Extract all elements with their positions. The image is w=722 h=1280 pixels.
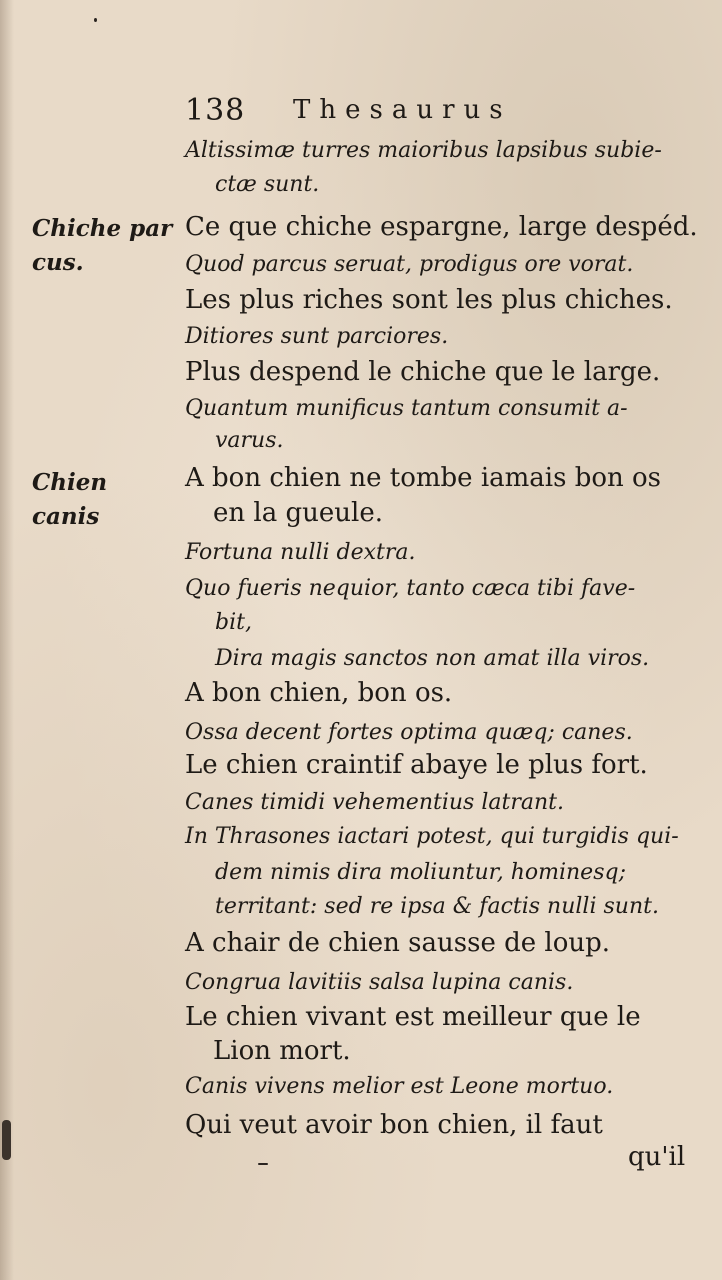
text-line: Altissimæ turres maioribus lapsibus subie- [185,138,662,163]
text-line: Le chien craintif abaye le plus fort. [185,750,648,780]
text-line: In Thrasones iactari potest, qui turgidis qui- [185,824,679,849]
text-line: Le chien vivant est meilleur que le [185,1002,641,1032]
ink-speck [258,1163,268,1165]
text-line: Canes timidi vehementius latrant. [185,790,564,815]
page-number: 138 [185,93,246,128]
margin-note-chiche: Chiche par [32,215,173,242]
text-line: Quod parcus seruat, prodigus ore vorat. [185,252,634,277]
text-line: en la gueule. [213,498,383,528]
text-line: A bon chien, bon os. [185,678,453,708]
text-line: Congrua lavitiis salsa lupina canis. [185,970,574,995]
text-line: A chair de chien sausse de loup. [185,928,611,958]
text-line: bit, [215,610,252,635]
text-line: Quo fueris nequior, tanto cæca tibi fave- [185,576,636,601]
text-line: Ossa decent fortes optima quæq; canes. [185,720,633,745]
text-line: ctæ sunt. [215,172,320,197]
text-line: territant: sed re ipsa & factis nulli sunt. [215,894,659,919]
text-line: Fortuna nulli dextra. [185,540,416,565]
text-line: Les plus riches sont les plus chiches. [185,285,673,315]
text-line: varus. [215,428,284,453]
running-head [185,93,615,129]
margin-note-chien: Chien canis [32,469,108,530]
text-line: Qui veut avoir bon chien, il faut [185,1110,603,1140]
text-line: Canis vivens melior est Leone mortuo. [185,1074,614,1099]
text-line: A bon chien ne tombe iamais bon os [185,463,662,493]
ink-speck [94,18,97,22]
running-title: Thesaurus [293,95,512,125]
text-line: Dira magis sanctos non amat illa viros. [215,646,650,671]
text-line: Lion mort. [213,1036,351,1066]
text-line: dem nimis dira moliuntur, hominesq; [215,860,626,885]
text-line: Ditiores sunt parciores. [185,324,449,349]
text-line: Quantum munificus tantum consumit a- [185,396,628,421]
margin-note-cus: cus. [32,249,84,276]
text-line: Ce que chiche espargne, large despéd. [185,212,698,242]
catchword: qu'il [628,1142,686,1172]
text-line: Plus despend le chiche que le large. [185,357,661,387]
gutter-shadow [0,0,14,1280]
page-edge-mark [2,1120,11,1160]
